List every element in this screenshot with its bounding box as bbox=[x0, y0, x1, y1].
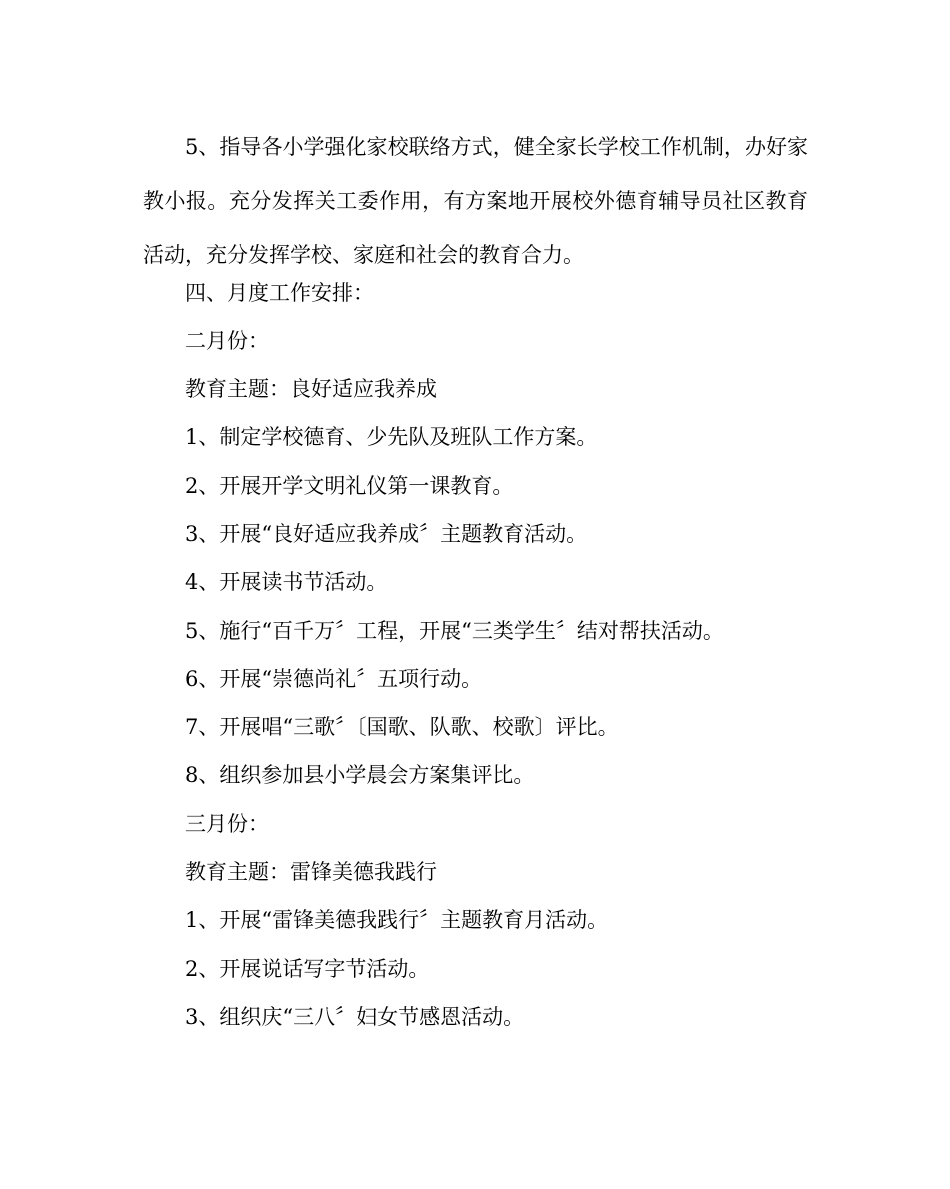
section-heading-monthly-plan: 四、月度工作安排： bbox=[185, 281, 374, 305]
month-heading-march: 三月份： bbox=[185, 812, 269, 836]
list-item: 3、开展“良好适应我养成〞主题教育活动。 bbox=[185, 522, 588, 546]
list-item: 3、组织庆“三八〞妇女节感恩活动。 bbox=[185, 1005, 525, 1029]
list-item: 1、开展“雷锋美德我践行〞主题教育月活动。 bbox=[185, 908, 609, 932]
theme-line-march: 教育主题：雷锋美德我践行 bbox=[185, 860, 437, 884]
month-heading-february: 二月份： bbox=[185, 329, 269, 353]
list-item: 5、施行“百千万〞工程，开展“三类学生〞结对帮扶活动。 bbox=[185, 619, 724, 643]
list-item: 2、开展开学文明礼仪第一课教育。 bbox=[185, 474, 514, 498]
list-item: 8、组织参加县小学晨会方案集评比。 bbox=[185, 763, 535, 787]
list-item: 7、开展唱“三歌〞〔国歌、队歌、校歌〕评比。 bbox=[185, 715, 619, 739]
list-item: 4、开展读书节活动。 bbox=[185, 570, 388, 594]
intro-paragraph: 5、指导各小学强化家校联络方式，健全家长学校工作机制，办好家教小报。充分发挥关工委作用，有方案地开展校外德育辅导员社区教育活动，充分发挥学校、家庭和社会的教育合力。 bbox=[143, 135, 808, 267]
list-item: 6、开展“崇德尚礼〞五项行动。 bbox=[185, 667, 483, 691]
list-item: 2、开展说话写字节活动。 bbox=[185, 957, 430, 981]
list-item: 1、制定学校德育、少先队及班队工作方案。 bbox=[185, 425, 598, 449]
theme-line-february: 教育主题：良好适应我养成 bbox=[185, 377, 437, 401]
